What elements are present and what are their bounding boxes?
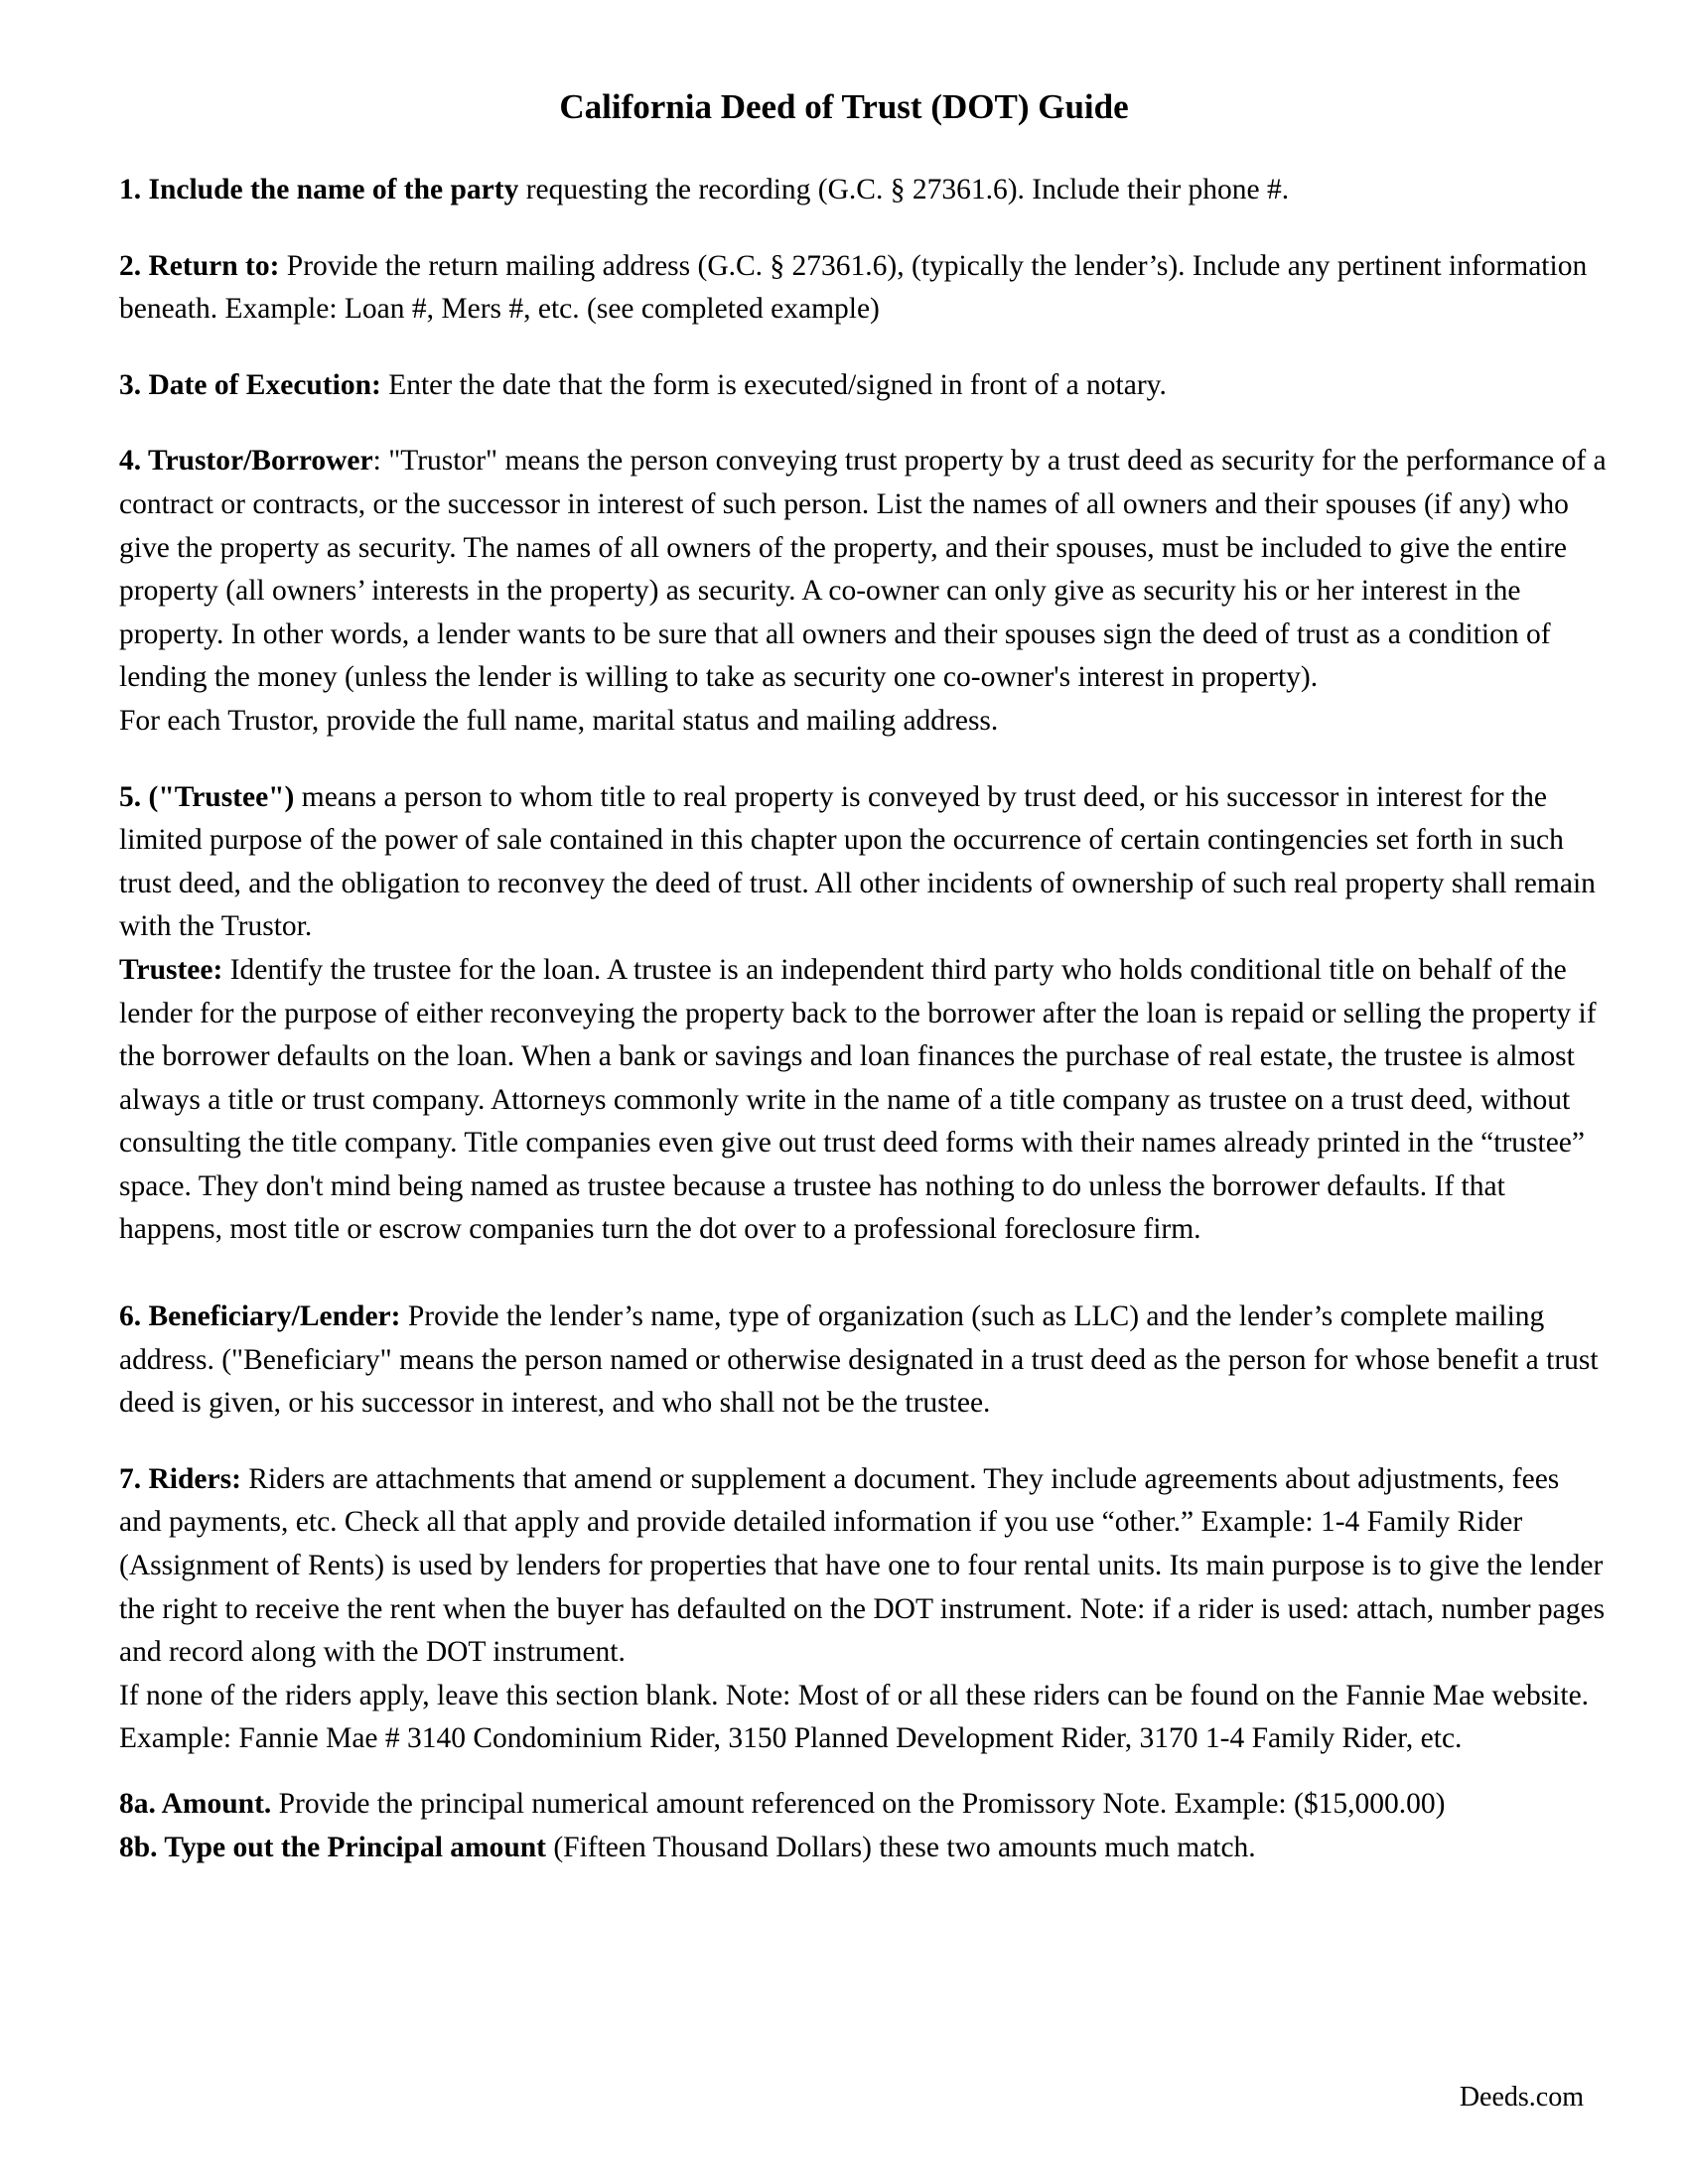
section-6-heading: 6. Beneficiary/Lender: (119, 1300, 401, 1333)
section-6-paragraph (119, 1296, 1609, 1426)
section-3 (119, 364, 1609, 408)
section-7 (119, 1458, 1609, 1761)
section-8a-paragraph (119, 1783, 1609, 1827)
document-body (119, 169, 1609, 1869)
section-1 (119, 169, 1609, 212)
section-2-heading: 2. Return to: (119, 249, 280, 282)
section-5-trustee-paragraph (119, 949, 1609, 1252)
section-4-heading: 4. Trustor/Borrower (119, 445, 373, 478)
section-1-paragraph (119, 169, 1609, 212)
spacer (119, 1426, 1609, 1458)
section-5-trustee-heading: Trustee: (119, 953, 223, 986)
section-4-paragraph (119, 440, 1609, 700)
section-2 (119, 245, 1609, 332)
section-8a (119, 1783, 1609, 1827)
section-4-text: : "Trustor" means the person conveying trust property by a trust deed as security for the performance of a contract or contracts, or the successor in interest of such person. List the names of all owners and their spouses (if any) who give the property as security. The names of all owners of the property, and their spouses, must be included to give the entire property (all owners’ interests in the property) as security. A co-owner can only give as security his or her interest in the property. In other words, a lender wants to be sure that all owners and their spouses sign the deed of trust as a condition of lending the money (unless the lender is willing to take as security one co-owner's interest in property). (119, 445, 1607, 694)
spacer (119, 332, 1609, 364)
page-title: California Deed of Trust (DOT) Guide (559, 87, 1129, 126)
section-3-heading: 3. Date of Execution: (119, 368, 381, 401)
section-5-heading: 5. ("Trustee") (119, 780, 295, 813)
section-5 (119, 776, 1609, 1253)
section-7-line-2: If none of the riders apply, leave this section blank. Note: Most of or all these riders can be found on the Fannie Mae website. Example: Fannie Mae # 3140 Condominium Rider, 3150 Planned Development Rider, 3170 1-4 Family Rider, etc. (119, 1679, 1590, 1755)
section-2-text: Provide the return mailing address (G.C. § 27361.6), (typically the lender’s). Include any pertinent information beneath. Example: Loan #, Mers #, etc. (see completed example) (119, 249, 1588, 326)
footer-brand: Deeds.com (1459, 2082, 1584, 2113)
section-8a-text: Provide the principal numerical amount referenced on the Promissory Note. Example: ($15,000.00) (271, 1788, 1446, 1820)
spacer (119, 1252, 1609, 1296)
section-8b-paragraph (119, 1827, 1609, 1870)
section-5-trustee-text: Identify the trustee for the loan. A trustee is an independent third party who holds conditional title on behalf of the lender for the purpose of either reconveying the property back to the borrower after the loan is repaid or selling the property if the borrower defaults on the loan. When a bank or savings and loan finances the purchase of real estate, the trustee is almost always a title or trust company. Attorneys commonly write in the name of a title company as trustee on a trust deed, without consulting the title company. Title companies even give out trust deed forms with their names already printed in the “trustee” space. They don't mind being named as trustee because a trustee has nothing to do unless the borrower defaults. If that happens, most title or escrow companies turn the dot over to a professional foreclosure firm. (119, 953, 1597, 1246)
section-1-heading: 1. Include the name of the party (119, 174, 519, 205)
section-2-paragraph (119, 245, 1609, 332)
section-8b-heading: 8b. Type out the Principal amount (119, 1831, 546, 1863)
section-6-text: Provide the lender’s name, type of organization (such as LLC) and the lender’s complete mailing address. ("Beneficiary" means the person named or otherwise designated in a trust deed as the person for whose benefit a trust deed is given, or his successor in interest, and who shall not be the trustee. (119, 1300, 1599, 1420)
spacer (119, 212, 1609, 245)
section-7-text: Riders are attachments that amend or supplement a document. They include agreements about adjustments, fees and payments, etc. Check all that apply and provide detailed information if you use “other.” Example: 1-4 Family Rider (Assignment of Rents) is used by lenders for properties that have one to four rental units. Its main purpose is to give the lender the right to receive the rent when the buyer has defaulted on the DOT instrument. Note: if a rider is used: attach, number pages and record along with the DOT instrument. (119, 1462, 1606, 1669)
spacer (119, 1761, 1609, 1783)
section-4-line-2: For each Trustor, provide the full name, marital status and mailing address. (119, 704, 999, 737)
section-6 (119, 1296, 1609, 1426)
section-8b-text: (Fifteen Thousand Dollars) these two amounts much match. (545, 1831, 1256, 1863)
spacer (119, 744, 1609, 776)
section-5-text: means a person to whom title to real property is conveyed by trust deed, or his successor in interest for the limited purpose of the power of sale contained in this chapter upon the occurrence of certain contingencies set forth in such trust deed, and the obligation to reconvey the deed of trust. All other incidents of ownership of such real property shall remain with the Trustor. (119, 780, 1596, 943)
spacer (119, 407, 1609, 440)
section-1-text: requesting the recording (G.C. § 27361.6). Include their phone #. (518, 174, 1290, 205)
section-8a-heading: 8a. Amount. (119, 1788, 272, 1820)
section-5-paragraph (119, 776, 1609, 949)
section-3-paragraph (119, 364, 1609, 408)
section-3-text: Enter the date that the form is executed/signed in front of a notary. (380, 368, 1167, 401)
section-8b (119, 1827, 1609, 1870)
section-7-paragraph (119, 1458, 1609, 1675)
section-4 (119, 440, 1609, 743)
section-7-heading: 7. Riders: (119, 1462, 241, 1495)
